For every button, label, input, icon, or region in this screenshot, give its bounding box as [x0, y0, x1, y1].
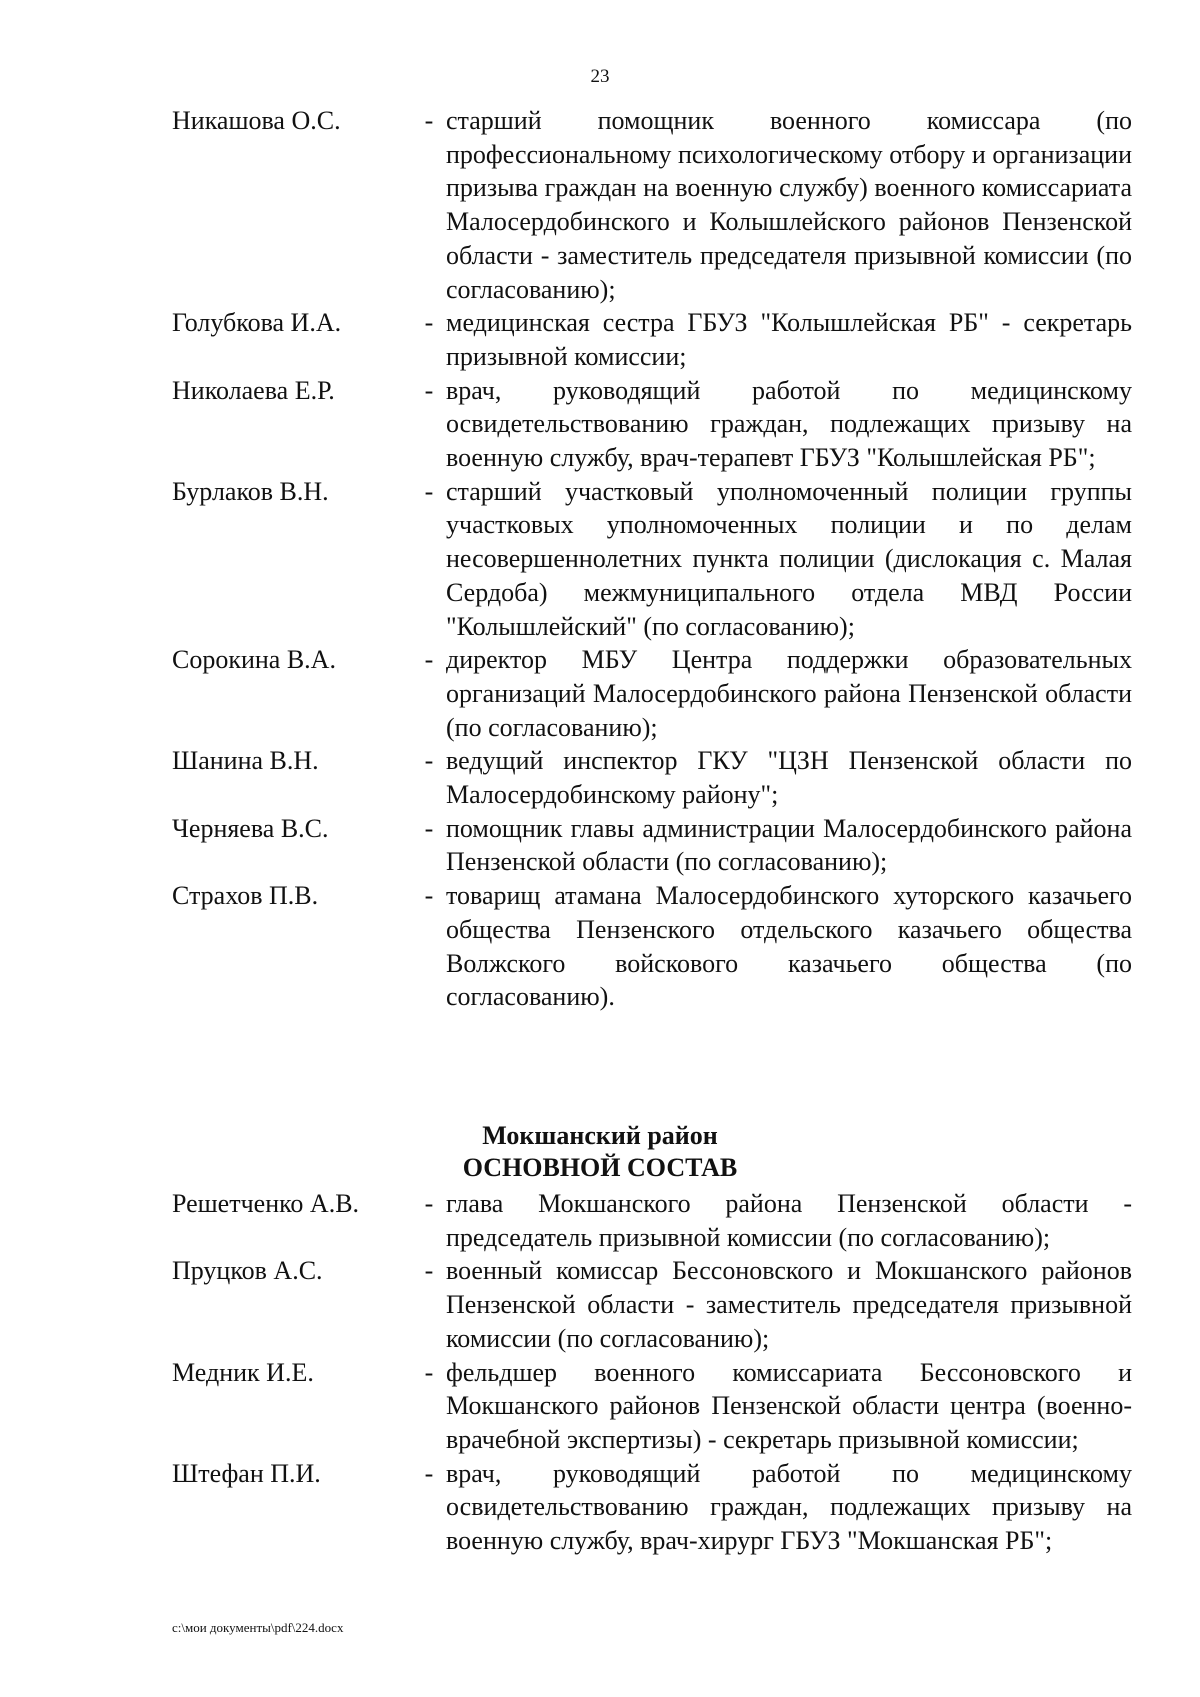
member-name: Медник И.Е. — [172, 1357, 314, 1387]
footer-file-path: c:\мои документы\pdf\224.docx — [172, 1620, 344, 1635]
dash-separator: - — [424, 746, 434, 776]
dash-separator: - — [424, 1189, 434, 1218]
dash-separator: - — [424, 645, 434, 675]
member-entry — [172, 643, 1132, 744]
dash-separator: - — [424, 476, 434, 506]
member-entry — [172, 374, 1132, 475]
member-name: Никашова О.С. — [172, 106, 341, 135]
member-list-mokshansky — [172, 1187, 1132, 1558]
member-entry — [172, 1254, 1132, 1355]
member-list-malosedobinsky — [172, 104, 1132, 1014]
composition-title: ОСНОВНОЙ СОСТАВ — [462, 1153, 738, 1182]
district-title: Мокшанский район — [482, 1121, 718, 1150]
member-name: Сорокина В.А. — [172, 645, 336, 675]
member-name: Пруцков А.С. — [172, 1256, 323, 1286]
member-position: фельдшер военного комиссариата Бессоновского и Мокшанского районов Пензенской области центра (военно-врачебной экспертизы) - секретарь призывной комиссии; — [446, 1357, 1132, 1454]
member-position: врач, руководящий работой по медицинскому освидетельствованию граждан, подлежащих призыву на военную службу, врач-терапевт ГБУЗ "Колышлейская РБ"; — [446, 375, 1132, 473]
dash-separator: - — [424, 308, 434, 338]
member-entry — [172, 1356, 1132, 1457]
member-entry — [172, 306, 1132, 373]
member-entry — [172, 475, 1132, 644]
member-name: Штефан П.И. — [172, 1458, 321, 1488]
member-name: Николаева Е.Р. — [172, 375, 335, 405]
dash-separator: - — [424, 1256, 434, 1286]
member-position: товарищ атамана Малосердобинского хуторского казачьего общества Пензенского отдельского казачьего общества Волжского войскового казачьего общества (по согласованию). — [446, 881, 1132, 1012]
member-entry — [172, 879, 1132, 1014]
member-position: медицинская сестра ГБУЗ "Колышлейская РБ" - секретарь призывной комиссии; — [446, 308, 1132, 371]
dash-separator: - — [424, 375, 434, 405]
member-name: Черняева В.С. — [172, 813, 329, 843]
member-entry — [172, 1457, 1132, 1558]
dash-separator: - — [424, 813, 434, 843]
member-position: врач, руководящий работой по медицинскому освидетельствованию граждан, подлежащих призыву на военную службу, врач-хирург ГБУЗ "Мокшанская РБ"; — [446, 1458, 1132, 1556]
member-position: старший помощник военного комиссара (по профессиональному психологическому отбору и организации призыва граждан на военную службу) военного комиссариата Малосердобинского и Колышлейского районов Пензенской области - заместитель председателя призывной комиссии (по согласованию); — [446, 106, 1132, 304]
member-name: Голубкова И.А. — [172, 308, 342, 338]
member-position: директор МБУ Центра поддержки образовательных организаций Малосердобинского района Пензенской области (по согласованию); — [446, 645, 1132, 742]
member-entry — [172, 744, 1132, 811]
member-position: глава Мокшанского района Пензенской области - председатель призывной комиссии (по согласованию); — [446, 1189, 1132, 1252]
member-name: Решетченко А.В. — [172, 1189, 360, 1218]
member-name: Шанина В.Н. — [172, 746, 319, 776]
member-entry — [172, 104, 1132, 306]
member-name: Бурлаков В.Н. — [172, 476, 329, 506]
member-entry — [172, 1187, 1132, 1254]
section-heading — [0, 1120, 1200, 1184]
member-position: военный комиссар Бессоновского и Мокшанского районов Пензенской области - заместитель председателя призывной комиссии (по согласованию); — [446, 1256, 1132, 1353]
dash-separator: - — [424, 106, 434, 135]
dash-separator: - — [424, 1458, 434, 1488]
member-position: ведущий инспектор ГКУ "ЦЗН Пензенской области по Малосердобинскому району"; — [446, 746, 1132, 810]
page-number: 23 — [590, 66, 610, 87]
dash-separator: - — [424, 1357, 434, 1387]
member-position: старший участковый уполномоченный полиции группы участковых уполномоченных полиции и по делам несовершеннолетних пункта полиции (дислокация с. Малая Сердоба) межмуниципального отдела МВД России "Колышлейский" (по согласованию); — [446, 476, 1132, 641]
member-entry — [172, 812, 1132, 879]
member-name: Страхов П.В. — [172, 881, 319, 911]
dash-separator: - — [424, 881, 434, 911]
member-position: помощник главы администрации Малосердобинского района Пензенской области (по согласованию); — [446, 813, 1132, 877]
